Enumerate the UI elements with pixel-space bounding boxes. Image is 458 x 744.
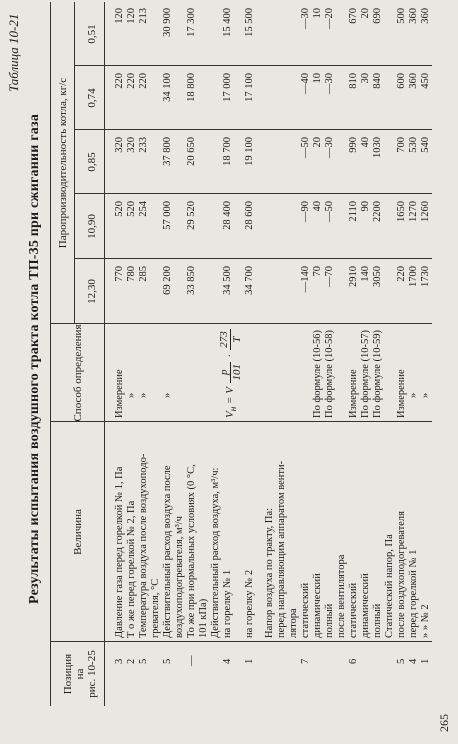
value-cell: 28 600 xyxy=(244,201,255,230)
position-mark: 5 xyxy=(138,658,149,664)
quantity-line: на горелку № 1 xyxy=(222,569,233,638)
value-cell: —90 xyxy=(300,201,311,222)
value-cell: 600 xyxy=(396,73,407,89)
value-cell: 15 400 xyxy=(222,8,233,37)
value-cell: 285 xyxy=(138,266,149,282)
value-cell: 320 xyxy=(114,137,125,153)
value-cell: 18 700 xyxy=(222,137,233,166)
value-cell: —30 xyxy=(300,8,311,29)
quantity-line: перед направляющим аппаратом венти- xyxy=(276,460,287,638)
quantity-line: То же при нормальных условиях (0 °С, xyxy=(186,464,197,638)
quantity-line: Действительный расход воздуха после xyxy=(162,465,173,638)
method-cell: » xyxy=(162,392,173,398)
value-cell: 450 xyxy=(420,73,431,89)
header-load-3: 0,85 xyxy=(86,152,98,172)
value-cell: 37 800 xyxy=(162,137,173,166)
method-cell: » xyxy=(408,392,419,398)
value-cell: 70 xyxy=(312,266,323,277)
value-cell: 690 xyxy=(372,8,383,24)
value-cell: —20 xyxy=(324,8,335,29)
table-title: Результаты испытания воздушного тракта котла ТП-35 при сжигании газа xyxy=(27,113,42,604)
quantity-line: полный xyxy=(324,603,335,638)
quantity-line: Действительный расход воздуха, м³/ч: xyxy=(210,467,221,638)
value-cell: 140 xyxy=(360,266,371,282)
method-cell: Измерение xyxy=(114,369,125,418)
value-cell: 520 xyxy=(114,201,125,217)
position-mark: 5 xyxy=(396,658,407,664)
header-capacity: Паропроизводительность котла, кг/с xyxy=(57,77,69,249)
value-cell: 1270 xyxy=(408,201,419,222)
value-cell: 120 xyxy=(114,8,125,24)
value-cell: 360 xyxy=(408,8,419,24)
quantity-line: Температура воздуха после воздухоподо- xyxy=(138,453,149,638)
value-cell: 40 xyxy=(360,137,371,148)
position-mark: 5 xyxy=(162,658,173,664)
value-cell: 3050 xyxy=(372,266,383,287)
value-cell: 700 xyxy=(396,137,407,153)
value-cell: 69 200 xyxy=(162,266,173,295)
value-cell: 500 xyxy=(396,8,407,24)
value-cell: 17 100 xyxy=(244,73,255,102)
value-cell: —30 xyxy=(324,137,335,158)
value-cell: 810 xyxy=(348,73,359,89)
value-cell: 530 xyxy=(408,137,419,153)
value-cell: 34 500 xyxy=(222,266,233,295)
quantity-line: после воздухоподогревателя xyxy=(396,510,407,638)
value-cell: 40 xyxy=(312,201,323,212)
value-cell: 220 xyxy=(126,73,137,89)
value-cell: 540 xyxy=(420,137,431,153)
value-cell: 30 xyxy=(360,73,371,84)
value-cell: 30 900 xyxy=(162,8,173,37)
value-cell: —50 xyxy=(324,201,335,222)
value-cell: 34 700 xyxy=(244,266,255,295)
quantity-line: полный xyxy=(372,603,383,638)
col-divider-quantity xyxy=(50,421,432,422)
header-position: Позиция на рис. 10-25 xyxy=(62,650,98,698)
quantity-line: 101 кПа) xyxy=(198,598,209,638)
table-label: Таблица 10-21 xyxy=(6,13,21,92)
value-cell: 90 xyxy=(360,201,371,212)
method-cell: По формуле (10-59) xyxy=(372,329,383,418)
quantity-line: лятора xyxy=(288,608,299,638)
value-cell: 2200 xyxy=(372,201,383,222)
value-cell: 57 000 xyxy=(162,201,173,230)
position-mark: 1 xyxy=(420,658,431,664)
value-cell: 19 100 xyxy=(244,137,255,166)
value-cell: 360 xyxy=(408,73,419,89)
position-mark: 6 xyxy=(348,658,359,664)
value-cell: 770 xyxy=(114,266,125,282)
position-mark: 4 xyxy=(222,658,233,664)
value-cell: —50 xyxy=(300,137,311,158)
value-cell: 233 xyxy=(138,137,149,153)
header-bottom-rule xyxy=(104,2,105,706)
value-cell: 220 xyxy=(138,73,149,89)
position-mark: 1 xyxy=(244,658,255,664)
normal-volume-formula: $V_н = V$ p 101 · 273 T xyxy=(218,331,243,418)
quantity-line: Т о же перед горелкой № 2, Па xyxy=(126,500,137,638)
quantity-line: на горелку № 2 xyxy=(244,569,255,638)
value-cell: 360 xyxy=(420,8,431,24)
method-cell: » xyxy=(420,392,431,398)
value-cell: —140 xyxy=(300,266,311,293)
position-mark: 4 xyxy=(408,658,419,664)
header-load-4: 0,74 xyxy=(86,88,98,108)
value-cell: 28 400 xyxy=(222,201,233,230)
value-cell: 990 xyxy=(348,137,359,153)
value-cell: 10 xyxy=(312,73,323,84)
value-cell: 1730 xyxy=(420,266,431,287)
value-cell: 10 xyxy=(312,8,323,19)
header-load-1: 12,30 xyxy=(86,279,98,304)
quantity-line: перед горелкой № 1 xyxy=(408,549,419,638)
value-cell: 34 100 xyxy=(162,73,173,102)
position-mark: — xyxy=(186,655,197,666)
value-cell: 520 xyxy=(126,201,137,217)
position-mark: 7 xyxy=(300,658,311,664)
value-cell: 33 850 xyxy=(186,266,197,295)
method-cell: По формуле (10-58) xyxy=(324,329,335,418)
value-cell: 20 650 xyxy=(186,137,197,166)
col-divider-position xyxy=(50,641,432,642)
quantity-line: после вентилятора xyxy=(336,554,347,638)
position-mark: 2 xyxy=(126,658,137,664)
value-cell: 213 xyxy=(138,8,149,24)
method-cell: Измерение xyxy=(348,369,359,418)
value-cell: 120 xyxy=(126,8,137,24)
quantity-line: воздухоподогревателя, м³/ч xyxy=(174,516,185,638)
header-quantity: Величина xyxy=(72,509,84,555)
value-cell: 1650 xyxy=(396,201,407,222)
value-cell: —40 xyxy=(300,73,311,94)
quantity-line: » » № 2 xyxy=(420,604,431,638)
method-cell: По формуле (10-56) xyxy=(312,329,323,418)
quantity-line: Напор воздуха по тракту, Па: xyxy=(264,507,275,638)
value-cell: 2110 xyxy=(348,201,359,222)
value-cell: 220 xyxy=(114,73,125,89)
table-top-border xyxy=(50,2,51,706)
method-cell: Измерение xyxy=(396,369,407,418)
value-cell: —30 xyxy=(324,73,335,94)
value-cell: 1260 xyxy=(420,201,431,222)
value-cell: 20 xyxy=(312,137,323,148)
value-cell: 17 000 xyxy=(222,73,233,102)
value-cell: 1700 xyxy=(408,266,419,287)
value-cell: 780 xyxy=(126,266,137,282)
quantity-line: статический xyxy=(348,582,359,638)
position-mark: 3 xyxy=(114,658,125,664)
value-cell: 17 300 xyxy=(186,8,197,37)
value-cell: 15 500 xyxy=(244,8,255,37)
value-cell: 220 xyxy=(396,266,407,282)
value-cell: 20 xyxy=(360,8,371,19)
page-number: 265 xyxy=(437,714,451,732)
quantity-line: гревателя, °С xyxy=(150,578,161,638)
header-load-5: 0,51 xyxy=(86,24,98,44)
quantity-line: динамический xyxy=(360,573,371,638)
value-cell: 29 520 xyxy=(186,201,197,230)
value-cell: —70 xyxy=(324,266,335,287)
value-cell: 1030 xyxy=(372,137,383,158)
value-cell: 670 xyxy=(348,8,359,24)
method-cell: » xyxy=(126,392,137,398)
method-cell: » xyxy=(138,392,149,398)
value-cell: 254 xyxy=(138,201,149,217)
value-cell: 840 xyxy=(372,73,383,89)
quantity-line: статический xyxy=(300,582,311,638)
method-cell: По формуле (10-57) xyxy=(360,329,371,418)
value-cell: 18 800 xyxy=(186,73,197,102)
value-cell: 2910 xyxy=(348,266,359,287)
quantity-line: динамический xyxy=(312,573,323,638)
capacity-header-rule xyxy=(74,2,75,324)
value-cell: 320 xyxy=(126,137,137,153)
quantity-line: Статический напор, Па xyxy=(384,534,395,638)
header-method: Способ определения xyxy=(72,324,84,422)
header-load-2: 10,90 xyxy=(86,214,98,239)
quantity-line: Давление газа перед горелкой № 1, Па xyxy=(114,466,125,638)
